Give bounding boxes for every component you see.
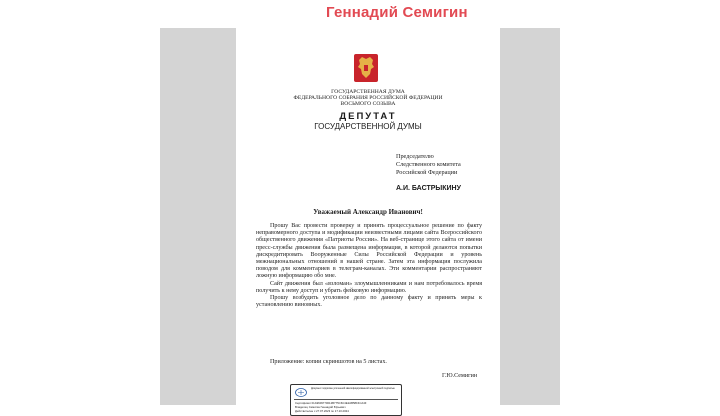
- stamp-logo-icon: [295, 388, 307, 397]
- letter-body: [256, 223, 482, 309]
- author-name[interactable]: Геннадий Семигин: [326, 4, 468, 21]
- recipient-line: Председателю: [396, 153, 434, 160]
- stamp-caption: Документ подписан усиленной квалифицированной электронной подписью: [311, 387, 395, 390]
- letter-document: [236, 28, 500, 413]
- stamp-row: Действителен с 27.07.2023 по 17.10.2024: [295, 409, 349, 413]
- letter-title: ДЕПУТАТ: [339, 111, 397, 122]
- stamp-divider: [294, 399, 398, 400]
- paragraph: Прошу возбудить уголовное дело по данному факту и принять меры к установлению виновных.: [256, 295, 482, 309]
- attachment-note: Приложение: копии скриншотов на 5 листах.: [270, 359, 387, 365]
- stamp-row: Владелец Семигин Геннадий Юрьевич: [295, 405, 346, 409]
- recipient-line: Следственного комитета: [396, 161, 461, 168]
- page-margin-right: [560, 0, 720, 405]
- header-bar: [160, 0, 560, 28]
- greeting: Уважаемый Александр Иванович!: [313, 208, 423, 216]
- e-signature-stamp: [290, 384, 402, 416]
- gray-panel-right: [500, 28, 560, 405]
- coat-of-arms-icon: [353, 53, 379, 83]
- paragraph: Прошу Вас провести проверку и принять процессуальное решение по факту неправомерного доступа и модификации неизвестными лицами сайта Всероссийского общественного движения «Патриоты России». На веб-странице этого сайта от имени пресс-службы движения была размещена информация, в которой делаются попытки дискредитировать Вооруженные Силы Российской Федерации и уровень межнациональных отношений в нашей стране. Затем эта информация послужила поводом для комментариев в телеграм-каналах. Эти комментарии распространяют ложную информацию обо мне.: [256, 223, 482, 280]
- page-margin-left: [0, 0, 160, 405]
- org-line: ВОСЬМОГО СОЗЫВА: [340, 101, 396, 107]
- stamp-row: Сертификат 01A9609770012B775C6C4E2AB58F4CA4F: [295, 401, 367, 405]
- signature: Г.Ю.Семигин: [442, 373, 478, 379]
- addressee: А.И. БАСТРЫКИНУ: [396, 185, 461, 192]
- org-line: ГОСУДАРСТВЕННАЯ ДУМА: [331, 89, 405, 95]
- org-line: ФЕДЕРАЛЬНОГО СОБРАНИЯ РОССИЙСКОЙ ФЕДЕРАЦИИ: [293, 95, 443, 101]
- recipient-line: Российской Федерации: [396, 169, 458, 176]
- gray-panel-left: [160, 28, 236, 405]
- paragraph: Сайт движения был «взломан» злоумышленниками и нам потребовалось время получить к нему доступ и убрать фейковую информацию.: [256, 280, 482, 294]
- letter-subtitle: ГОСУДАРСТВЕННОЙ ДУМЫ: [314, 122, 422, 131]
